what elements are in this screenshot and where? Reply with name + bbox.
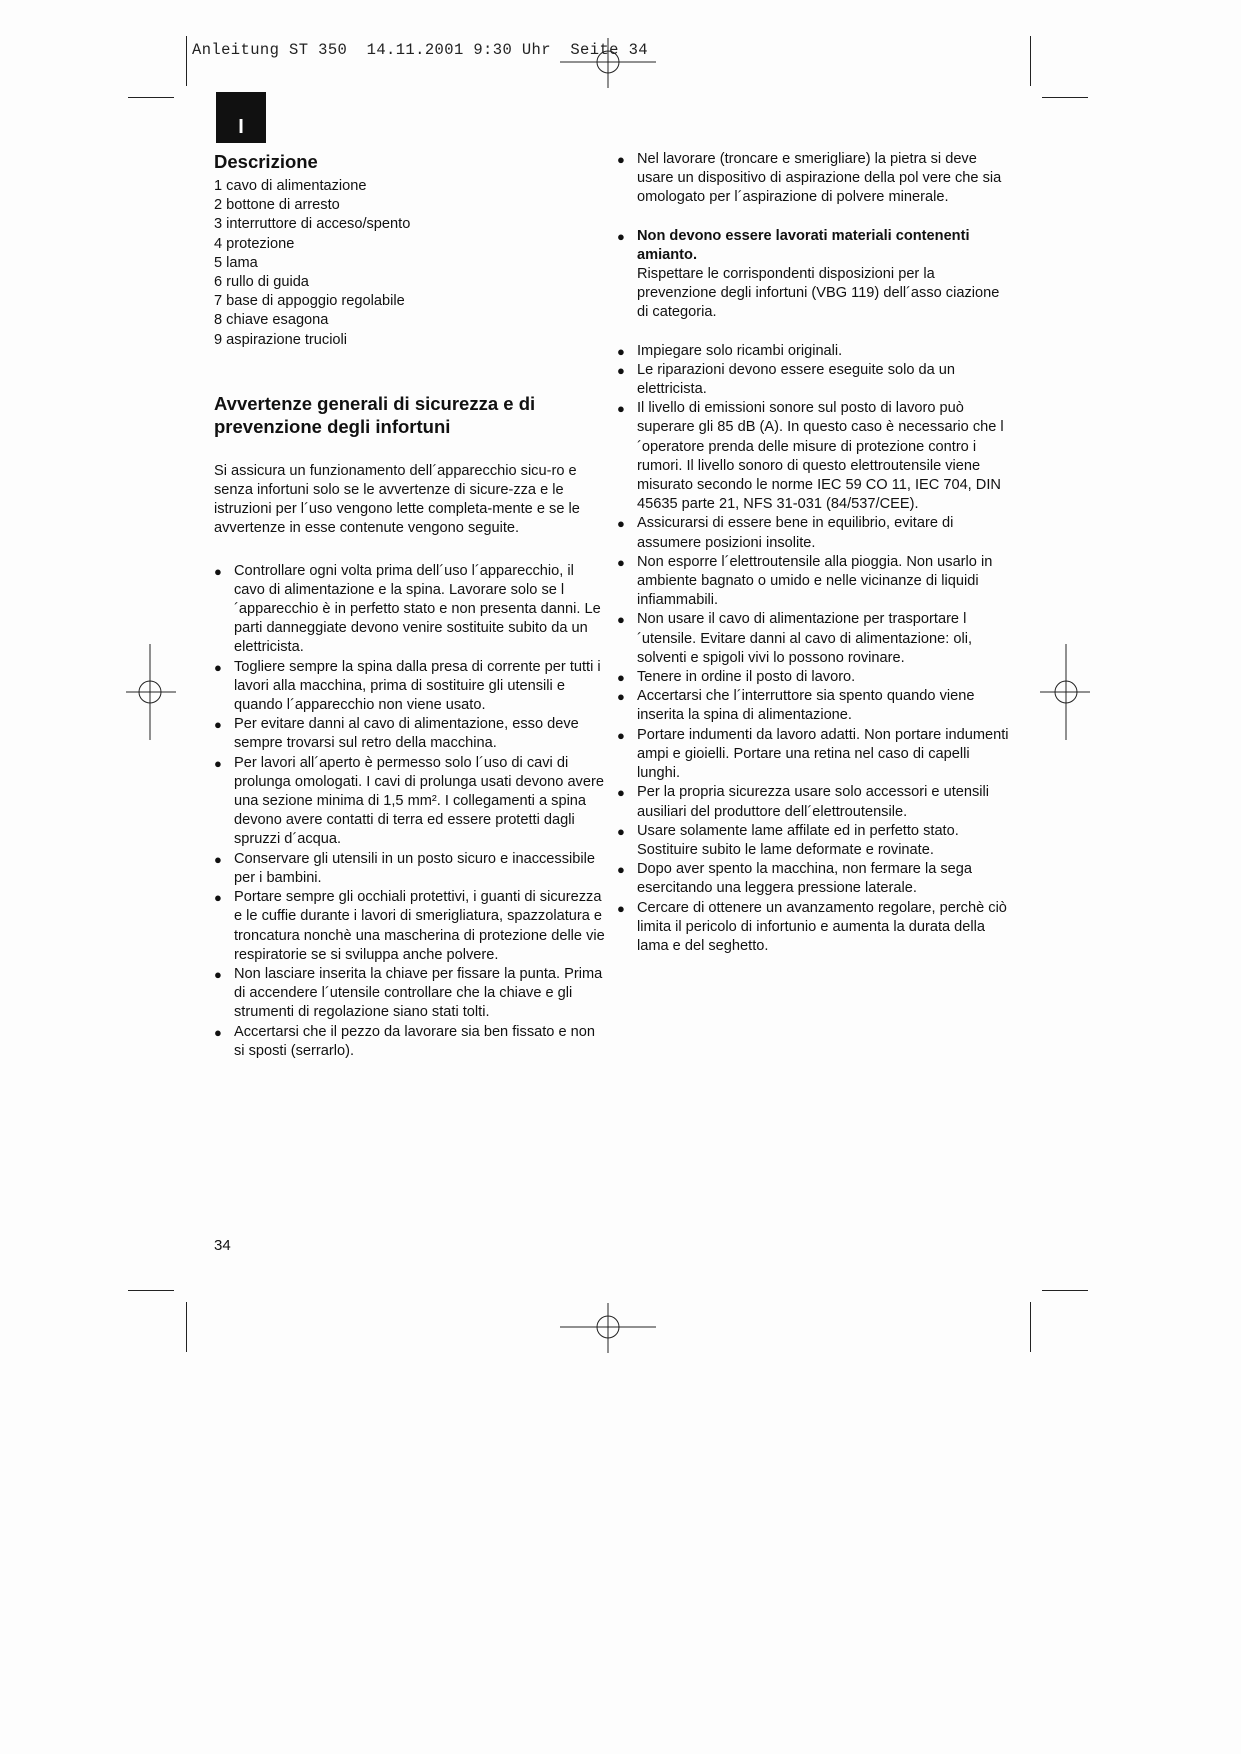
parts-list-item: 6 rullo di guida — [214, 274, 309, 291]
bullet-icon: ● — [214, 717, 222, 733]
safety-rule: ● Tenere in ordine il posto di lavoro. — [617, 668, 1009, 687]
safety-intro: Si assicura un funzionamento dell´apparecchio sicu-ro e senza infortuni solo se le avvertenze di sicure-zza e le istruzioni per l´uso vengono lette completa-mente e se le avvertenze in esse contenute vengono seguite. — [214, 462, 580, 537]
safety-rule: ● Nel lavorare (troncare e smerigliare) la pietra si deve usare un dispositivo di aspirazione della pol vere che sia omologato per l´aspirazione di polvere minerale. — [617, 151, 1002, 206]
safety-rule: ● Portare indumenti da lavoro adatti. Non portare indumenti ampi e gioielli. Portare una retina nel caso di capelli lunghi. — [617, 726, 1009, 782]
crop-mark — [128, 1290, 174, 1291]
safety-rule: ● Non lasciare inserita la chiave per fissare la punta. Prima di accendere l´utensile controllare che la chiave e gli strumenti di regolazione siano stati tolti. — [214, 965, 603, 1021]
page-number: 34 — [214, 1237, 231, 1254]
safety-rule: ● Accertarsi che l´interruttore sia spento quando viene inserita la spina di alimentazione. — [617, 688, 975, 724]
crop-mark — [1042, 1290, 1088, 1291]
asbestos-note: Rispettare le corrispondenti disposizioni per la prevenzione degli infortuni (VBG 119) dell´asso ciazione di categoria. — [637, 266, 1000, 321]
bullet-icon: ● — [617, 554, 625, 570]
bullet-icon: ● — [214, 966, 222, 982]
description-title: Descrizione — [214, 151, 318, 172]
registration-mark-left — [126, 644, 176, 740]
bullet-icon: ● — [617, 727, 625, 743]
registration-mark-bottom — [560, 1303, 656, 1353]
parts-list — [214, 177, 606, 350]
safety-rule: ● Il livello di emissioni sonore sul posto di lavoro può superare gli 85 dB (A). In questo caso è necessario che l´operatore prenda delle misure di protezione contro i rumori. Il livello sonoro di questo elettroutensile viene misurato secondo le norme IEC 59 CO 11, IEC 704, DIN 45635 parte 21, NFS 31-031 (84/537/CEE). — [617, 400, 1004, 513]
safety-rule: ● Assicurarsi di essere bene in equilibrio, evitare di assumere posizioni insolite. — [617, 515, 954, 551]
bullet-icon: ● — [617, 823, 625, 839]
crop-mark — [128, 97, 174, 98]
bullet-icon: ● — [617, 689, 625, 705]
bullet-icon: ● — [617, 670, 625, 686]
bullet-icon: ● — [617, 343, 625, 359]
safety-title: Avvertenze generali di sicurezza e di prevenzione degli infortuni — [214, 392, 536, 437]
bullet-icon: ● — [617, 612, 625, 628]
bullet-icon: ● — [617, 900, 625, 916]
safety-rule — [617, 227, 1009, 323]
bullet-icon: ● — [617, 516, 625, 532]
bullet-icon: ● — [214, 563, 222, 579]
asbestos-rule — [617, 227, 1009, 323]
safety-rule: ● Per evitare danni al cavo di alimentazione, esso deve sempre trovarsi sul retro della macchina. — [214, 716, 579, 752]
parts-list-item: 8 chiave esagona — [214, 312, 329, 329]
left-column — [214, 150, 606, 1061]
crop-mark — [186, 36, 187, 86]
safety-rule: ● Non usare il cavo di alimentazione per trasportare l´utensile. Evitare danni al cavo di alimentazione: oli, solventi e spigoli vivi lo possono rovinare. — [617, 611, 973, 666]
bullet-icon: ● — [617, 862, 625, 878]
crop-mark — [1042, 97, 1088, 98]
crop-mark — [1030, 1302, 1031, 1352]
bullet-icon: ● — [617, 228, 625, 244]
bullet-icon: ● — [617, 401, 625, 417]
parts-list-item: 1 cavo di alimentazione — [214, 178, 367, 194]
safety-rule: ● Per la propria sicurezza usare solo accessori e utensili ausiliari del produttore dell´elettroutensile. — [617, 784, 990, 820]
parts-list-item: 7 base di appoggio regolabile — [214, 293, 405, 310]
safety-rule: ● Cercare di ottenere un avanzamento regolare, perchè ciò limita il pericolo di infortunio e aumenta la durata della lama e del seghetto. — [617, 899, 1007, 954]
language-tab: I — [216, 92, 266, 143]
parts-list-item: 4 protezione — [214, 235, 295, 252]
crop-mark — [1030, 36, 1031, 86]
registration-mark-right — [1040, 644, 1090, 740]
safety-rule: ● Non esporre l´elettroutensile alla pioggia. Non usarlo in ambiente bagnato o umido e nelle vicinanze di liquidi infiammabili. — [617, 553, 993, 609]
bullet-icon: ● — [617, 152, 625, 167]
safety-rule: ● Portare sempre gli occhiali protettivi, i guanti di sicurezza e le cuffie durante i lavori di smerigliatura, spazzolatura e troncatura nonchè una mascherina di protezione delle vie respiratorie se si sviluppa anche polvere. — [214, 889, 605, 963]
safety-rule: ● Usare solamente lame affilate ed in perfetto stato. Sostituire subito le lame deformate e rovinate. — [617, 822, 959, 858]
safety-rule: ● Conservare gli utensili in un posto sicuro e inaccessibile per i bambini. — [214, 850, 595, 886]
bullet-icon: ● — [214, 659, 222, 675]
safety-rules-right — [617, 342, 1009, 957]
safety-rule: ● Per lavori all´aperto è permesso solo l´uso di cavi di prolunga omologati. I cavi di prolunga usati devono avere una sezione minima di 1,5 mm². I collegamenti a spina devono avere contatti di terra ed essere protetti dagli spruzzi d´acqua. — [214, 754, 604, 848]
right-column — [617, 150, 1009, 956]
safety-rule: ● Impiegare solo ricambi originali. — [617, 342, 1009, 361]
crop-mark — [186, 1302, 187, 1352]
stone-dust-rule — [617, 150, 1009, 208]
bullet-icon: ● — [214, 890, 222, 906]
parts-list-item: 9 aspirazione trucioli — [214, 331, 348, 348]
print-header: Anleitung ST 350 14.11.2001 9:30 Uhr Seite 34 — [192, 41, 648, 59]
parts-list-item: 3 interruttore di acceso/spento — [214, 216, 411, 233]
bullet-icon: ● — [617, 785, 625, 801]
bullet-icon: ● — [617, 362, 625, 378]
bullet-icon: ● — [214, 851, 222, 867]
parts-list-item: 2 bottone di arresto — [214, 197, 340, 214]
asbestos-warning: Non devono essere lavorati materiali contenenti amianto. — [637, 227, 970, 263]
safety-rule: ● Togliere sempre la spina dalla presa di corrente per tutti i lavori alla macchina, prima di sostituire gli utensili e quando l´apparecchio non viene usato. — [214, 658, 601, 714]
bullet-icon: ● — [214, 755, 222, 771]
safety-rule: ● Le riparazioni devono essere eseguite solo da un elettricista. — [617, 361, 956, 398]
safety-rules-left — [214, 562, 606, 1061]
parts-list-item: 5 lama — [214, 254, 258, 271]
safety-rule: ● Controllare ogni volta prima dell´uso l´apparecchio, il cavo di alimentazione e la spina. Lavorare solo se l´apparecchio è in perfetto stato e non presenta danni. Le parti danneggiate devono venire sostituite subito da un elettricista. — [214, 562, 601, 656]
safety-rule: ● Accertarsi che il pezzo da lavorare sia ben fissato e non si sposti (serrarlo). — [214, 1023, 595, 1059]
safety-rule: ● Dopo aver spento la macchina, non fermare la sega esercitando una leggera pressione laterale. — [617, 861, 973, 897]
bullet-icon: ● — [214, 1024, 222, 1040]
